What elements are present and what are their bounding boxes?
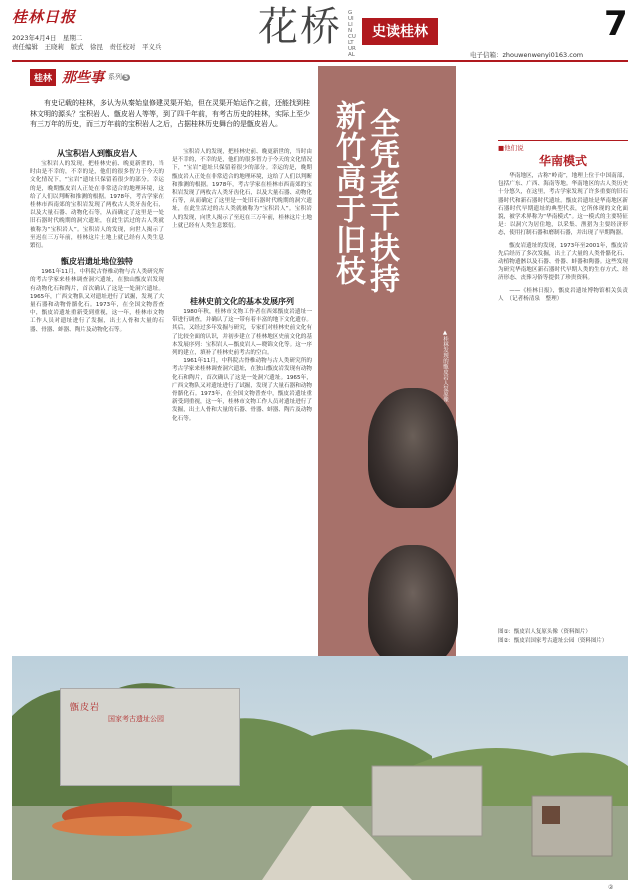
sidebar-text-2: 甑皮岩遗址的发现，1973年至2001年，甑皮岩先后经历了多次发掘，出土了大量的人类骨骼化石、动植物遗骸以及石器、骨器、蚌器和陶器。这些发现为研究华南地区新石器时代早期人类的生存方式、经济形态、丧葬习俗等提供了珍贵资料。 xyxy=(498,242,628,282)
subheading-c: 桂林史前文化的基本发展序列 xyxy=(190,297,294,306)
caption-2: 图②：甑皮岩国家考古遗址公园（资料图片） xyxy=(498,638,608,644)
series-number: 5 xyxy=(124,74,129,81)
sidebar-heading: ■他们说 xyxy=(498,140,628,150)
headline-line-2: 新竹高于旧枝 xyxy=(330,100,365,286)
lede-paragraph: 有史记载的桂林，多认为从秦始皇修建灵渠开始，但在灵渠开始运作之前，还能找到桂林文明的源头？宝积岩人、甑皮岩人等等，到了四千年前，有考古历史的桂林，实际上至少有三万年的历史，而三万年前的宝积岩人之后，占据桂林历史舞台的是甑皮岩人。 xyxy=(30,99,310,128)
photo-captions xyxy=(498,628,628,646)
article-text-c: 1980年秋，桂林市文物工作者在西郊甑皮岩遗址一带进行调查，并确认了这一带有着丰富的地下文化遗存。其后，又经过多年发掘与研究，专家们对桂林史前文化有了比较全面的认识，并初步建立了桂林地区史前文化的基本发展序列：宝积岩人—甑皮岩人—晓锦文化等。这一序列的建立，填补了桂林史前考古的空白。 xyxy=(172,309,312,357)
sidebar-text-1: 华南地区，古称“岭南”，地理上位于中国南部，包括广东、广西、海南等地。华南地区的古人类历史十分悠久，在这里，考古学家发现了许多重要的旧石器时代和新石器时代遗址。甑皮岩遗址是华南地区新石器时代早期遗址的典型代表，它所体现的文化面貌，被学术界称为“华南模式”。这一模式的主要特征是：以洞穴为居住地，以采集、渔猎为主要经济形态，使用打制石器和磨制石器，并出现了早期陶器。 xyxy=(498,173,628,237)
column-name: 那些事 xyxy=(62,70,105,86)
column-series xyxy=(108,72,130,82)
header-info xyxy=(12,34,202,52)
article-text-a-cont: 宝积岩人的发现，把桂林史前、晚更新世的，当时由是不幸的，不幸的是，他们的很多智力于今天的文化情况下，“宝岩”遗址只保留着很少的部分。幸运的是，晚期甑皮岩人正处在非常适合的地理环境，这给了人们以判断和推测的根据。1978年，考古学家在桂林市西南郊的宝积岩发现了两枚古人类牙齿化石，以及大量石器、动物化石等，从而确定了这里是一处旧石器时代晚期的洞穴遗址，在此生活过的古人类就被称为“宝积岩人”。宝积岩人的发现，向世人揭示了至迟在三万年前，桂林这片土地上就已经有人类生息繁衍。 xyxy=(172,149,312,229)
photo-number: ② xyxy=(608,884,614,891)
sidebar-title: 华南模式 xyxy=(538,154,587,168)
portrait-photo-1 xyxy=(368,388,458,508)
page-title: 花桥 xyxy=(258,4,342,50)
series-label: 系列 xyxy=(108,73,123,81)
article-text-a: 宝积岩人的发现，把桂林史前、晚更新世的，当时由是不幸的，不幸的是，他们的很多智力于今天的文化情况下，“宝岩”遗址只保留着很少的部分。幸运的是，晚期甑皮岩人正处在非常适合的地理环境，这给了人们以判断和推测的根据。1978年，考古学家在桂林市西南郊的宝积岩发现了两枚古人类牙齿化石，以及大量石器、动物化石等，从而确定了这里是一处旧石器时代晚期的洞穴遗址，在此生活过的古人类就被称为“宝积岩人”。宝积岩人的发现，向世人揭示了至迟在三万年前，桂林这片土地上就已经有人类生息繁衍。 xyxy=(30,161,164,250)
article-text-b: 1961年11月，中科院古脊椎动物与古人类研究所的考古学家来桂林调查洞穴遗址，在独山甑皮岩发现有动物化石和陶片，首次确认了这是一处洞穴遗址。1965年，广西文物队又对遗址进行了试掘，发现了大量石器和动物骨骼化石。1973年，在全国文物普查中，甑皮岩遗址重新受到重视，这一年，桂林市文物工作人员对遗址进行了发掘，出土人骨和大量的石器、骨器、蚌器、陶片及动物化石等。 xyxy=(30,269,164,333)
staff-line: 责任编辑 王晓莉 版式 徐昆 责任校对 平义兵 xyxy=(12,43,162,51)
park-sign-line-2: 国家考古遗址公园 xyxy=(108,715,164,723)
column-heading xyxy=(30,68,130,86)
header-rule xyxy=(12,60,628,62)
masthead: 桂林日报 xyxy=(12,8,77,26)
article-column-b xyxy=(172,148,312,288)
headline-caption: ▲桂林发现的甑皮岩人复原像 xyxy=(442,330,448,402)
contact-email: 电子信箱：zhouwenwenyi0163.com xyxy=(470,51,584,59)
article-column-a xyxy=(30,148,164,648)
sidebar-source: ——《桂林日报》，甑皮岩遗址博物馆相关负责人 （记者杨清泉 整理） xyxy=(498,287,628,302)
page-number: 7 xyxy=(604,4,628,44)
article-column-c xyxy=(172,296,312,646)
headline-line-1: 全凭老干扶持 xyxy=(364,108,399,294)
subheading-b: 甑皮岩遗址地位独特 xyxy=(61,257,133,267)
article-text-b-cont: 1961年11月，中科院古脊椎动物与古人类研究所的考古学家来桂林调查洞穴遗址，在独山甑皮岩发现有动物化石和陶片，首次确认了这是一处洞穴遗址。1965年，广西文物队又对遗址进行了试掘，发现了大量石器和动物骨骼化石。1973年，在全国文物普查中，甑皮岩遗址重新受到重视，这一年，桂林市文物工作人员对遗址进行了发掘，出土人骨和大量的石器、骨器、蚌器、陶片及动物化石等。 xyxy=(172,358,312,422)
subheading-a: 从宝积岩人到甑皮岩人 xyxy=(57,149,137,158)
caption-1: 图①：甑皮岩人复原头像（资料图片） xyxy=(498,629,591,635)
page-title-sub: GUILIN CULTURAL xyxy=(348,10,356,58)
section-tag: 史读桂林 xyxy=(362,18,438,45)
portrait-photo-2 xyxy=(368,545,458,665)
park-sign-line-1: 甑皮岩 xyxy=(70,703,101,713)
date-line: 2023年4月4日 星期二 xyxy=(12,34,83,42)
column-tag: 桂林 xyxy=(30,69,56,86)
